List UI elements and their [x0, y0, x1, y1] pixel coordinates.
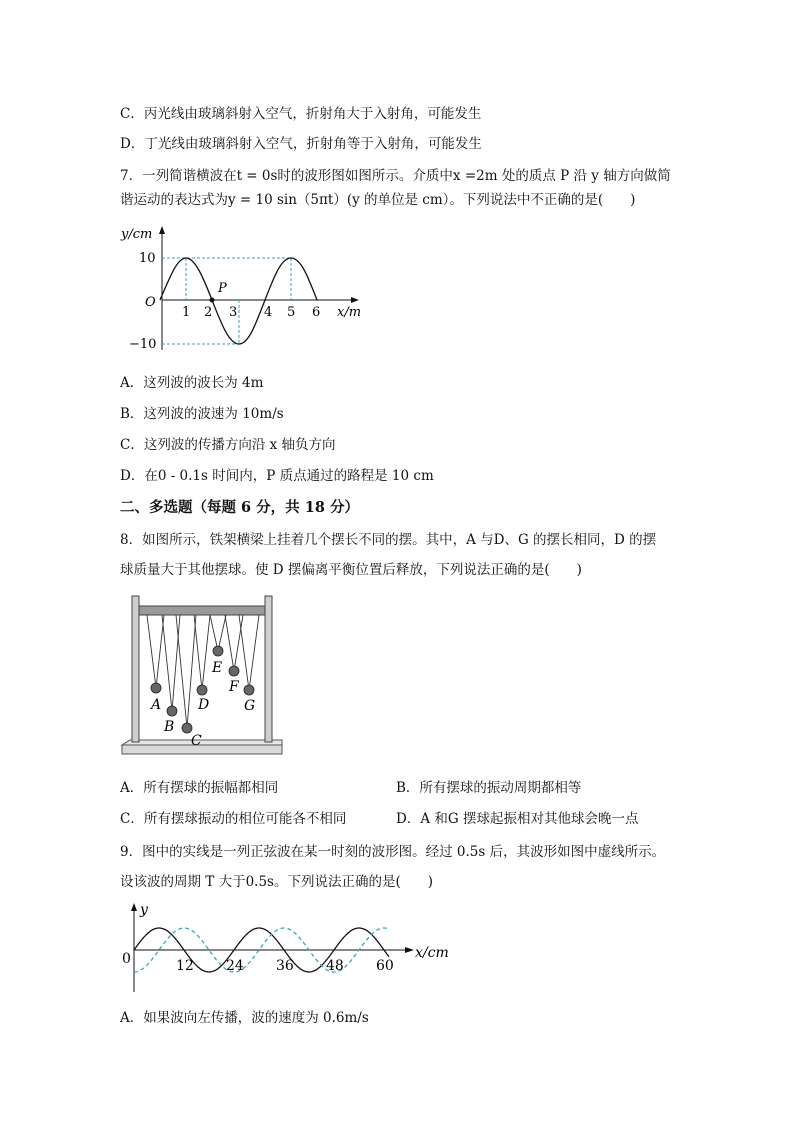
q9-x-axis-label: x/cm [415, 945, 449, 961]
q8-label-d: D [198, 697, 210, 713]
q7-x-axis-label: x/m [337, 305, 362, 320]
q7-stem-line1: 7．一列简谐横波在t = 0s时的波形图如图所示。介质中x =2m 处的质点 P 沿 y 轴方向做简 [120, 168, 671, 184]
q8-label-b: B [164, 719, 175, 735]
q8-pendulum-figure [118, 592, 288, 767]
q9-y-axis-label: y [140, 902, 148, 918]
q9-origin-label: 0 [122, 951, 131, 967]
q7-option-a: A．这列波的波长为 4m [120, 375, 264, 391]
q7-y-tick-10: 10 [139, 251, 156, 266]
q9-x-tick-36: 36 [276, 958, 294, 974]
q7-option-c: C．这列波的传播方向沿 x 轴负方向 [120, 437, 336, 453]
q7-x-tick-5: 5 [287, 305, 296, 320]
q7-x-tick-1: 1 [182, 305, 191, 320]
q8-label-e: E [212, 660, 223, 676]
q7-wave-graph [115, 222, 375, 362]
q8-option-d: D．A 和G 摆球起振相对其他球会晚一点 [396, 811, 639, 827]
q7-x-tick-6: 6 [312, 305, 321, 320]
q7-x-tick-3: 3 [229, 305, 238, 320]
q9-x-tick-60: 60 [376, 958, 394, 974]
q8-label-c: C [191, 733, 202, 749]
q8-option-c: C．所有摆球振动的相位可能各不相同 [120, 811, 347, 827]
q6-option-c: C．丙光线由玻璃斜射入空气，折射角大于入射角，可能发生 [120, 106, 482, 122]
q9-x-tick-24: 24 [226, 958, 244, 974]
q7-y-tick-neg10: −10 [129, 337, 157, 352]
q7-option-b: B．这列波的波速为 10m/s [120, 406, 284, 422]
q7-origin-label: O [145, 295, 156, 310]
section2-title: 二、多选题（每题 6 分，共 18 分） [120, 499, 359, 516]
q8-stem-line1: 8．如图所示，铁架横梁上挂着几个摆长不同的摆。其中，A 与D、G 的摆长相同，D 的摆 [120, 532, 657, 548]
q8-option-a: A．所有摆球的振幅都相同 [120, 780, 279, 796]
q7-x-tick-2: 2 [204, 305, 213, 320]
q9-x-tick-48: 48 [326, 958, 344, 974]
q7-x-tick-4: 4 [264, 305, 273, 320]
q8-stem-line2: 球质量大于其他摆球。使 D 摆偏离平衡位置后释放，下列说法正确的是( ) [120, 562, 582, 578]
q9-stem-line1: 9．图中的实线是一列正弦波在某一时刻的波形图。经过 0.5s 后，其波形如图中虚线所示。 [120, 844, 666, 860]
q8-label-f: F [229, 679, 239, 695]
q8-option-b: B．所有摆球的振动周期都相等 [396, 780, 582, 796]
q9-x-tick-12: 12 [176, 958, 194, 974]
q8-label-a: A [151, 697, 162, 713]
q6-option-d: D．丁光线由玻璃斜射入空气，折射角等于入射角，可能发生 [120, 136, 482, 152]
q9-wave-graph [118, 900, 458, 995]
q8-label-g: G [244, 698, 256, 714]
q7-stem-line2: 谐运动的表达式为y = 10 sin（5πt）(y 的单位是 cm）。下列说法中不正确的是( ) [120, 192, 636, 208]
q9-option-a: A．如果波向左传播，波的速度为 0.6m/s [120, 1010, 369, 1026]
q7-point-label: P [218, 281, 227, 296]
q9-stem-line2: 设该波的周期 T 大于0.5s。下列说法正确的是( ) [120, 874, 434, 890]
q7-y-axis-label: y/cm [121, 227, 153, 242]
q7-option-d: D．在0 - 0.1s 时间内，P 质点通过的路程是 10 cm [120, 468, 434, 484]
